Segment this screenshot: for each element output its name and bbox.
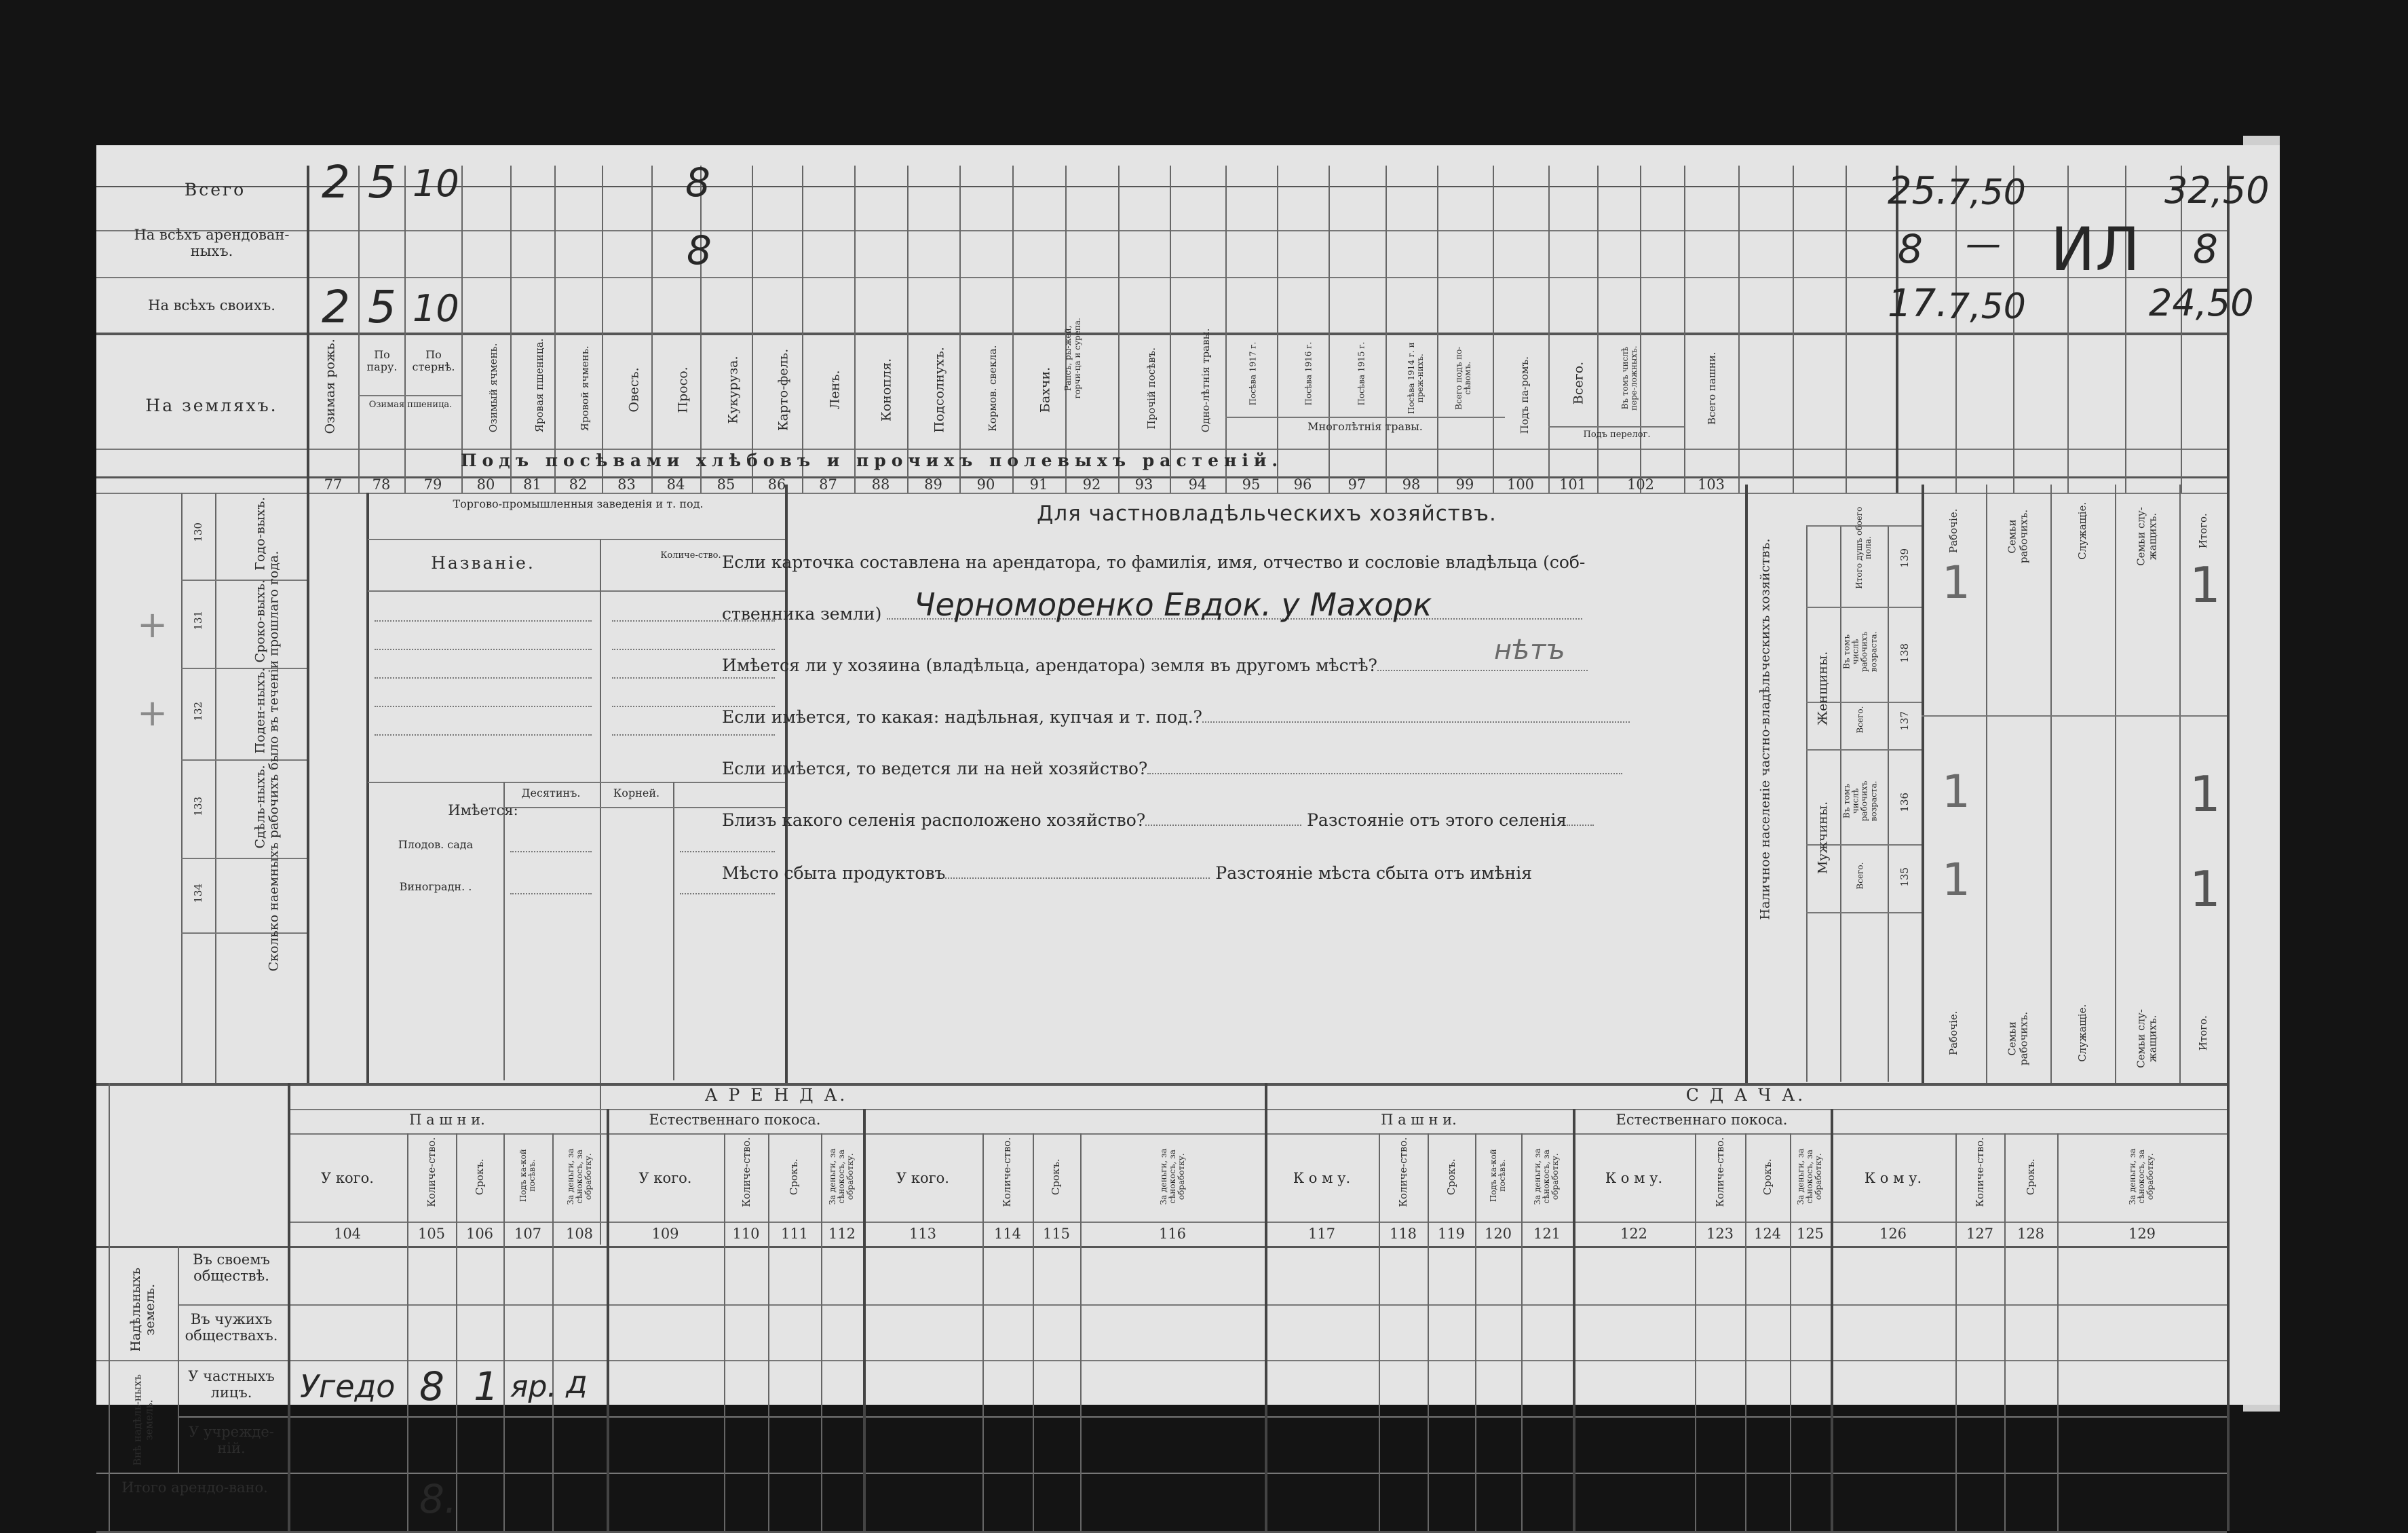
col-label-103: Всего пашни. [1705, 352, 1718, 425]
col-num-122: 122 [1620, 1226, 1648, 1242]
q1-line2: ственника земли) [722, 604, 882, 624]
col-num-96: 96 [1293, 476, 1312, 493]
num-130: 130 [191, 522, 204, 542]
col-label-80: Озимый ячмень. [486, 343, 499, 433]
col-num-119: 119 [1437, 1226, 1466, 1242]
col-num-94: 94 [1188, 476, 1207, 493]
col-num-88: 88 [871, 476, 890, 493]
head-semi-sl: Семьи слу-жащихъ. [2135, 507, 2158, 566]
col-num-90: 90 [976, 476, 995, 493]
head-kol-2: Количе-ство. [740, 1137, 752, 1207]
col-num-116: 116 [1158, 1226, 1187, 1242]
men-label: Мужчины. [1815, 801, 1831, 875]
col-label-83: Овесъ. [626, 367, 642, 413]
entry-total: 8. [419, 1476, 457, 1522]
arenda-title: А Р Е Н Д А. [704, 1085, 848, 1105]
col-num-115: 115 [1042, 1226, 1071, 1242]
sdacha-title: С Д А Ч А. [1685, 1085, 1806, 1105]
col-num-129: 129 [2128, 1226, 2156, 1242]
row-institutions: У учрежде-ній. [189, 1424, 274, 1457]
num-132: 132 [191, 701, 204, 721]
group-perelog: Подъ перелог. [1583, 430, 1651, 440]
q1-line1: Если карточка составлена на арендатора, то фамилія, имя, отчество и сословіе владѣльца (соб- [722, 552, 1586, 572]
col-num-77: 77 [324, 476, 343, 493]
sdacha-pashni: П а ш н и. [1381, 1112, 1457, 1128]
owner-name: Черноморенко Евдок. у Махорк [914, 586, 1432, 623]
head-za-4: За деньги, за сѣнокосъ, за обработку. [1533, 1148, 1561, 1205]
own-c77: 2 [322, 281, 350, 333]
col-num-121: 121 [1533, 1226, 1561, 1242]
col-num-118: 118 [1389, 1226, 1417, 1242]
col-num-86: 86 [767, 476, 786, 493]
rab-136: 1 [1942, 765, 1970, 818]
col-label-86: Карто-фель. [776, 348, 791, 432]
own-c99: 17. [1888, 282, 1949, 326]
col-num-112: 112 [828, 1226, 856, 1242]
arenda-pashni: П а ш н и. [409, 1112, 485, 1128]
head-itogo: Итого. [2196, 513, 2209, 549]
col-label-92: Рапсъ, ры-жей, горчи-ца и сурепа. [1063, 318, 1082, 399]
col-num-107: 107 [514, 1226, 542, 1242]
col-num-95: 95 [1242, 476, 1261, 493]
men-incl-workers: Въ томъ числѣ рабочихъ возраста. [1841, 780, 1879, 822]
col-label-102: Въ томъ числѣ пере-ложныхъ. [1620, 345, 1639, 411]
trade-garden: Плодов. сада [398, 838, 474, 851]
col-label-98: Посѣва 1914 г. и преж-нихъ. [1406, 342, 1425, 415]
col-num-126: 126 [1879, 1226, 1907, 1242]
col-num-97: 97 [1348, 476, 1367, 493]
col-label-79: По стернѣ. [412, 348, 455, 374]
head-srok-5: Срокъ. [1761, 1158, 1774, 1196]
men-vsego: Всего. [1855, 862, 1865, 890]
col-label-101: Всего. [1571, 361, 1586, 405]
col-num-111: 111 [780, 1226, 809, 1242]
head-srok-2: Срокъ. [787, 1158, 800, 1196]
trade-vineyard: Виноградн. . [399, 880, 472, 893]
col-num-82: 82 [569, 476, 588, 493]
col-label-88: Конопля. [879, 358, 894, 421]
row-foreign-society: Въ чужихъ обществахъ. [185, 1311, 278, 1344]
col-num-83: 83 [617, 476, 636, 493]
col-podennykh: Поден-ныхъ. [252, 667, 268, 754]
row-own-society: Въ своемъ обществѣ. [193, 1251, 270, 1285]
num-134: 134 [191, 883, 204, 903]
entry-srok: 1 [474, 1363, 499, 1409]
head-komu-1: К о м у. [1293, 1170, 1351, 1186]
row-group-vne: Внѣ надѣль-ныхъ земель. [131, 1374, 155, 1466]
col-num-125: 125 [1796, 1226, 1824, 1242]
entry-kol: 8 [419, 1363, 444, 1409]
col-label-94: Одно-лѣтнія травы. [1199, 328, 1212, 433]
col-sdelnykh: Сдѣль-ныхъ. [252, 765, 268, 849]
row-total-rented: Итого арендо-вано. [121, 1479, 268, 1496]
col-num-123: 123 [1706, 1226, 1734, 1242]
rented-c103: 8 [2193, 226, 2218, 272]
head-pod-1: Подъ ка-кой посѣвъ. [518, 1149, 537, 1203]
head-za-3: За деньги, за сѣнокосъ, за обработку. [1159, 1148, 1187, 1205]
num-136: 136 [1898, 792, 1911, 812]
col-label-91: Бахчи. [1037, 366, 1053, 413]
head-kol-6: Количе-ство. [1973, 1137, 1986, 1207]
head-kol-5: Количе-ство. [1713, 1137, 1726, 1207]
col-godovykh: Годо-выхъ. [252, 497, 268, 571]
head-srok-4: Срокъ. [1445, 1158, 1457, 1196]
itogo-135: 1 [2190, 860, 2221, 917]
sowing-band: Подъ посѣвами хлѣбовъ и прочихъ полевыхъ растеній. [460, 451, 1284, 470]
col-num-105: 105 [417, 1226, 446, 1242]
head-za-5: За деньги, за сѣнокосъ, за обработку. [1796, 1148, 1824, 1205]
foot-itogo: Итого. [2196, 1015, 2209, 1051]
num-139: 139 [1898, 548, 1911, 568]
col-num-78: 78 [372, 476, 391, 493]
q2: Имѣется ли у хозяина (владѣльца, арендатора) земля въ другомъ мѣстѣ? [722, 656, 1377, 675]
col-num-128: 128 [2017, 1226, 2045, 1242]
row-label-lands: На земляхъ. [145, 396, 278, 415]
total-c78: 5 [368, 156, 396, 208]
foot-semi-rab: Семьи рабочихъ. [2006, 1011, 2029, 1066]
head-komu-2: К о м у. [1605, 1170, 1663, 1186]
trade-title: Торгово-промышленныя заведенія и т. под. [453, 497, 704, 510]
entry-za: д [566, 1364, 588, 1401]
rented-c99: 8 [1898, 226, 1923, 272]
foot-semi-sl: Семьи слу-жащихъ. [2135, 1009, 2158, 1068]
total-c103: 32,50 [2164, 169, 2270, 212]
col-num-84: 84 [666, 476, 685, 493]
rab-135: 1 [1942, 854, 1970, 906]
arenda-pokos: Естественнаго покоса. [649, 1112, 821, 1128]
itogo-139: 1 [2190, 556, 2221, 613]
head-komu-3: К о м у. [1864, 1170, 1922, 1186]
head-rabochie: Рабочіе. [1947, 508, 1960, 553]
head-srok-3: Срокъ. [1049, 1158, 1062, 1196]
col-num-127: 127 [1966, 1226, 1994, 1242]
col-num-106: 106 [465, 1226, 494, 1242]
women-vsego: Всего. [1855, 706, 1865, 734]
q6b: Разстояніе мѣста сбыта отъ имѣнія [1215, 863, 1533, 883]
head-semi-rab: Семьи рабочихъ. [2006, 509, 2029, 564]
col-num-109: 109 [651, 1226, 679, 1242]
col-num-120: 120 [1484, 1226, 1512, 1242]
head-sluzhashchie: Служащіе. [2076, 501, 2088, 560]
col-num-89: 89 [924, 476, 942, 493]
total-c77: 2 [322, 156, 350, 208]
population-title: Наличное населеніе частно-владѣльческихъ хозяйствъ. [1757, 538, 1773, 920]
col-label-81: Яровая пшеница. [533, 338, 546, 433]
q6: Мѣсто сбыта продуктовъ [722, 863, 946, 883]
col-label-84: Просо. [675, 366, 691, 413]
pencil-mark-2: + [137, 692, 168, 734]
col-label-95: Посѣва 1917 г. [1248, 341, 1258, 406]
col-label-77: Озимая рожь. [322, 339, 338, 434]
women-label: Женщины. [1815, 651, 1831, 726]
head-za-6: За деньги, за сѣнокосъ, за обработку. [2128, 1148, 2156, 1205]
col-num-85: 85 [716, 476, 735, 493]
col-num-99: 99 [1455, 476, 1474, 493]
entry-pod: яр. [510, 1369, 557, 1404]
total-c82: 8 [685, 159, 710, 206]
num-133: 133 [191, 796, 204, 816]
col-label-93: Прочій посѣвъ. [1145, 347, 1158, 430]
col-num-104: 104 [333, 1226, 362, 1242]
num-137: 137 [1898, 711, 1911, 731]
col-label-90: Кормов. свекла. [986, 345, 999, 432]
col-label-96: Посѣва 1916 г. [1303, 341, 1314, 406]
own-c79: 10 [413, 287, 459, 330]
col-num-91: 91 [1029, 476, 1048, 493]
num-135: 135 [1898, 867, 1911, 887]
private-title: Для частновладѣльческихъ хозяйствъ. [1037, 501, 1497, 526]
head-srok-6: Срокъ. [2024, 1158, 2037, 1196]
col-srokovykh: Сроко-выхъ. [252, 579, 268, 663]
col-num-98: 98 [1402, 476, 1421, 493]
col-num-124: 124 [1753, 1226, 1782, 1242]
trade-count-header: Количе-ство. [660, 550, 721, 561]
foot-rabochie: Рабочіе. [1947, 1010, 1960, 1055]
workers-question: Сколько наемныхъ рабочихъ было въ теченіи прошлаго года. [266, 550, 282, 972]
col-num-92: 92 [1082, 476, 1101, 493]
sdacha-pokos: Естественнаго покоса. [1616, 1112, 1788, 1128]
col-num-93: 93 [1134, 476, 1153, 493]
head-pod-4: Подъ ка-кой посѣвъ. [1488, 1149, 1507, 1203]
row-label-total: Всего [184, 180, 246, 200]
trade-name-header: Названіе. [431, 553, 535, 573]
col-num-114: 114 [993, 1226, 1022, 1242]
head-kol-1: Количе-ство. [425, 1137, 438, 1207]
census-card [96, 145, 2280, 1522]
col-num-81: 81 [523, 476, 541, 493]
foot-sluzhashchie: Служащіе. [2076, 1004, 2088, 1062]
col-num-79: 79 [423, 476, 442, 493]
q3: Если имѣется, то какая: надѣльная, купчая и т. под.? [722, 707, 1202, 727]
itogo-dush: Итого душъ обоего пола. [1854, 506, 1873, 589]
head-kol-4: Количе-ство. [1396, 1137, 1409, 1207]
own-c103: 24,50 [2149, 282, 2254, 324]
women-incl-workers: Въ томъ числѣ рабочихъ возраста. [1841, 631, 1879, 673]
head-u-kogo-2: У кого. [638, 1170, 692, 1186]
trade-dess-header: Десятинъ. [521, 787, 581, 799]
trade-roots-header: Корней. [613, 787, 660, 799]
total-c79: 10 [413, 162, 459, 205]
itogo-136: 1 [2190, 765, 2221, 822]
rab-139: 1 [1942, 556, 1970, 609]
num-131: 131 [191, 610, 204, 630]
col-label-78: По пару. [366, 348, 398, 374]
total-c100: 7,50 [1947, 172, 2026, 213]
num-138: 138 [1898, 643, 1911, 663]
col-label-82: Яровой ячмень. [578, 345, 591, 432]
head-za-2: За деньги, за сѣнокосъ, за обработку. [828, 1148, 856, 1205]
trade-has-label: Имѣется: [448, 802, 518, 818]
other-land-answer: нѣтъ [1494, 635, 1565, 666]
col-num-101: 101 [1559, 476, 1587, 493]
col-label-87: Ленъ. [827, 370, 843, 410]
col-num-102: 102 [1626, 476, 1655, 493]
col-num-117: 117 [1307, 1226, 1336, 1242]
group-mnogolet: Многолѣтнія травы. [1307, 420, 1423, 433]
col-label-85: Кукуруза. [725, 356, 741, 424]
head-kol-3: Количе-ство. [1000, 1137, 1013, 1207]
signature-mark: ИЛ [2050, 214, 2140, 284]
col-num-110: 110 [732, 1226, 760, 1242]
head-za-1: За деньги, за сѣнокосъ, за обработку. [566, 1148, 594, 1205]
col-num-113: 113 [909, 1226, 937, 1242]
col-label-89: Подсолнухъ. [932, 347, 947, 433]
head-u-kogo-3: У кого. [896, 1170, 949, 1186]
col-num-100: 100 [1506, 476, 1535, 493]
col-num-80: 80 [476, 476, 495, 493]
col-num-87: 87 [819, 476, 837, 493]
col-label-97: Посѣва 1915 г. [1356, 341, 1367, 406]
rented-c100: — [1966, 224, 2001, 265]
q5b: Разстояніе отъ этого селенія [1307, 810, 1567, 830]
col-label-99: Всего подъ по-сѣвомъ. [1453, 346, 1472, 410]
col-num-108: 108 [565, 1226, 594, 1242]
head-srok-1: Срокъ. [473, 1158, 486, 1196]
col-num-103: 103 [1697, 476, 1725, 493]
group-ozimaya: Озимая пшеница. [368, 400, 453, 410]
entry-u-kogo: Угедо [300, 1368, 396, 1405]
total-c99: 25. [1888, 169, 1949, 213]
own-c100: 7,50 [1947, 286, 2026, 327]
row-label-own: На всѣхъ своихъ. [148, 297, 275, 314]
q4: Если имѣется, то ведется ли на ней хозяйство? [722, 759, 1148, 778]
row-label-rented: На всѣхъ арендован- ныхъ. [134, 227, 290, 260]
own-c78: 5 [368, 281, 396, 333]
pencil-mark-1: + [137, 603, 168, 646]
head-u-kogo-1: У кого. [321, 1170, 374, 1186]
row-group-nadel: Надѣльныхъ земель. [128, 1267, 157, 1352]
rented-c82: 8 [687, 227, 712, 273]
col-label-100: Подъ па-ромъ. [1518, 356, 1531, 434]
row-private-persons: У частныхъ лицъ. [188, 1368, 275, 1401]
q5: Близъ какого селенія расположено хозяйство? [722, 810, 1146, 830]
